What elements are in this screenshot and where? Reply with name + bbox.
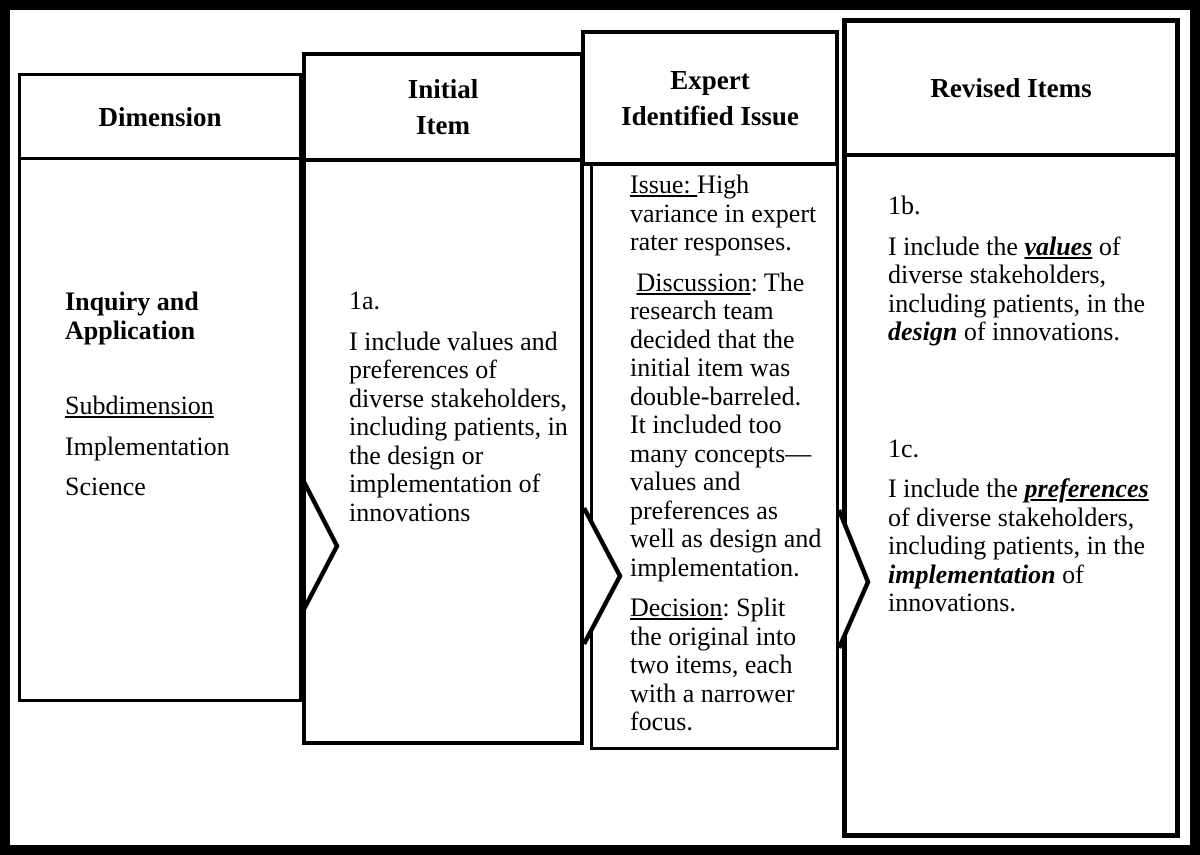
text-line <box>630 680 834 709</box>
text-segment: 1c. <box>888 433 920 463</box>
text-line <box>65 473 293 502</box>
text-segment: preferences of <box>349 355 497 384</box>
text-segment: diverse stakeholders, <box>888 260 1107 289</box>
text-segment: : The <box>750 267 805 297</box>
text-segment: research team <box>630 296 774 325</box>
text-segment: values and <box>630 467 741 496</box>
text-segment: Inquiry and <box>65 287 199 316</box>
header-line: Item <box>416 110 470 140</box>
paragraph <box>630 269 834 583</box>
text-segment: the design or <box>349 440 484 470</box>
text-segment: 1b. <box>888 191 921 220</box>
text-line <box>630 269 834 298</box>
text-segment: variance in expert <box>630 198 817 228</box>
text-line <box>630 651 834 680</box>
text-segment: design <box>888 317 958 346</box>
text-segment: of diverse stakeholders, <box>888 502 1135 532</box>
text-segment: I include the <box>888 474 1025 503</box>
text-line <box>349 499 576 528</box>
initial-item-column-header <box>306 56 580 162</box>
paragraph <box>888 233 1171 347</box>
text-segment: Discussion <box>636 267 751 297</box>
text-line <box>630 708 834 737</box>
text-line <box>349 413 576 442</box>
text-line <box>349 356 576 385</box>
text-segment: Decision <box>630 593 723 622</box>
revised-items-column-header <box>847 23 1175 157</box>
text-segment: It included too <box>630 410 782 439</box>
text-line <box>349 470 576 499</box>
text-segment: High <box>697 170 750 199</box>
text-segment: diverse stakeholders, <box>349 383 568 413</box>
text-segment: decided that the <box>630 324 795 354</box>
text-line <box>630 354 834 383</box>
paragraph <box>349 287 576 316</box>
text-line <box>888 318 1171 347</box>
dimension-column-body <box>21 160 299 502</box>
text-segment: rater responses. <box>630 227 792 256</box>
text-line <box>888 561 1171 590</box>
paragraph <box>888 475 1171 618</box>
text-line <box>65 317 293 346</box>
text-line <box>349 385 576 414</box>
text-segment: 1a. <box>349 286 381 315</box>
text-segment: of <box>1055 559 1084 589</box>
paragraph <box>630 171 834 257</box>
paragraph <box>65 473 293 502</box>
header-line: Dimension <box>98 101 222 132</box>
expert-issue-column-header <box>585 34 835 162</box>
text-segment: well as design and <box>630 524 822 553</box>
text-segment: including patients, in <box>349 412 568 441</box>
text-line <box>349 287 576 316</box>
text-line <box>888 589 1171 618</box>
text-line <box>349 328 576 357</box>
text-segment: of <box>1092 231 1121 261</box>
text-segment: two items, each <box>630 650 793 679</box>
text-line <box>65 288 293 317</box>
text-segment: Implementation <box>65 431 230 461</box>
paragraph <box>349 328 576 528</box>
text-line <box>888 475 1171 504</box>
paragraph <box>65 433 293 462</box>
text-line <box>630 228 834 257</box>
text-line <box>888 532 1171 561</box>
text-segment: with a narrower <box>630 678 795 708</box>
text-line <box>630 440 834 469</box>
text-segment: implementation <box>888 559 1056 589</box>
header-line: Revised Items <box>930 73 1092 103</box>
text-segment: of innovations. <box>957 317 1120 346</box>
text-segment: implementation. <box>630 552 800 582</box>
text-segment: I include values and <box>349 326 558 356</box>
revised-items-column-body <box>847 157 1175 618</box>
text-line <box>630 525 834 554</box>
text-segment: many concepts— <box>630 438 812 468</box>
text-line <box>630 554 834 583</box>
text-line <box>888 290 1171 319</box>
text-line <box>630 594 834 623</box>
text-line <box>630 623 834 652</box>
text-segment: preferences <box>1024 474 1149 503</box>
header-line: Expert <box>670 65 750 95</box>
text-line <box>888 233 1171 262</box>
initial-item-column-body <box>306 162 580 527</box>
text-segment: preferences as <box>630 495 778 525</box>
paragraph <box>65 392 293 421</box>
text-line <box>630 200 834 229</box>
text-segment: double-barreled. <box>630 381 802 411</box>
text-line <box>630 171 834 200</box>
text-line <box>65 392 293 421</box>
paragraph <box>630 594 834 737</box>
text-line <box>630 497 834 526</box>
expert-issue-column-body <box>593 166 836 737</box>
initial-item-column-box <box>302 52 584 745</box>
text-segment: innovations. <box>888 588 1016 617</box>
text-segment: Subdimension <box>65 391 214 420</box>
text-segment: Application <box>65 315 196 345</box>
text-line <box>888 435 1171 464</box>
text-segment: innovations <box>349 497 471 527</box>
revised-items-column-box <box>842 18 1180 838</box>
text-segment: I include the <box>888 231 1025 261</box>
header-line: Identified Issue <box>621 101 799 131</box>
text-segment: including patients, in the <box>888 288 1146 318</box>
paragraph <box>888 192 1171 221</box>
text-segment: implementation of <box>349 469 541 498</box>
expert-issue-body-box <box>590 166 839 750</box>
text-segment: values <box>1024 231 1093 261</box>
text-segment: initial item was <box>630 353 791 382</box>
text-line <box>888 261 1171 290</box>
header-line: Initial <box>407 74 479 104</box>
paragraph <box>65 288 293 345</box>
text-line <box>349 442 576 471</box>
text-line <box>630 383 834 412</box>
text-line <box>630 326 834 355</box>
expert-issue-header-box <box>581 30 839 166</box>
text-line <box>65 433 293 462</box>
paragraph <box>888 435 1171 464</box>
text-line <box>888 192 1171 221</box>
text-segment: including patients, in the <box>888 531 1146 560</box>
text-segment: focus. <box>630 707 693 736</box>
text-segment: Issue: <box>630 170 698 199</box>
text-line <box>630 411 834 440</box>
dimension-column-box <box>18 73 302 702</box>
dimension-column-header <box>21 76 299 160</box>
text-line <box>630 468 834 497</box>
text-segment: the original into <box>630 621 797 651</box>
text-line <box>630 297 834 326</box>
text-segment: Science <box>65 472 146 501</box>
text-segment: : Split <box>722 593 786 622</box>
text-line <box>888 504 1171 533</box>
